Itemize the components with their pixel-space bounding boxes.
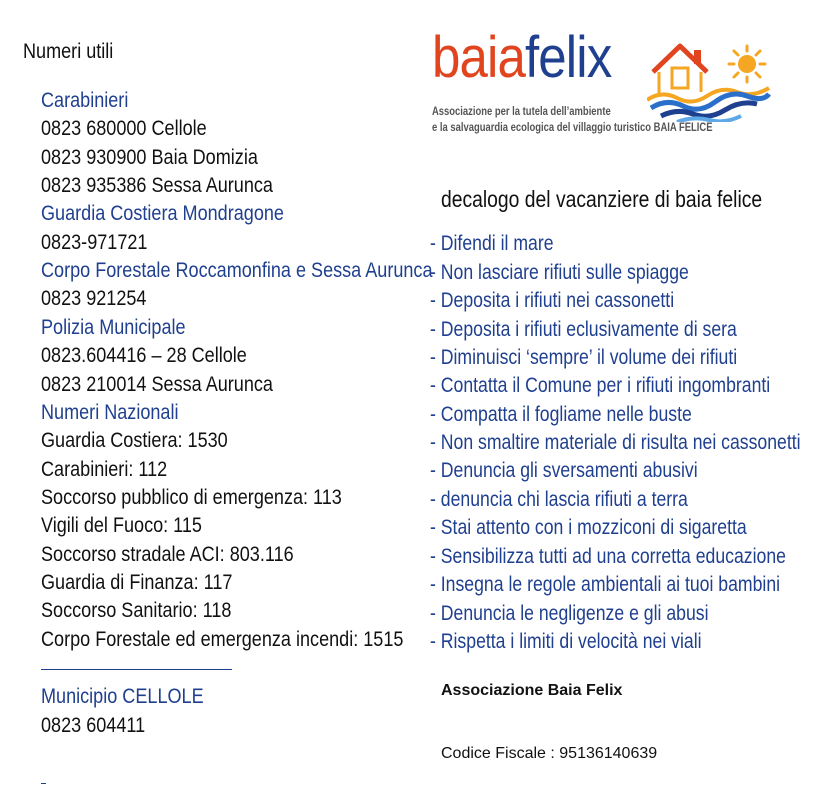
decalogo-item: - Contatta il Comune per i rifiuti ingombranti bbox=[430, 374, 771, 397]
useful-numbers-title: Numeri utili bbox=[23, 40, 114, 63]
national-number-line: Soccorso pubblico di emergenza: 113 bbox=[41, 486, 342, 509]
decalogo-item: - Deposita i rifiuti eclusivamente di sera bbox=[430, 318, 737, 341]
section-heading-corpo-forestale: Corpo Forestale Roccamonfina e Sessa Aurunca bbox=[41, 259, 433, 282]
national-number-line: Guardia di Finanza: 117 bbox=[41, 571, 233, 594]
association-name: Associazione Baia Felix bbox=[441, 682, 623, 699]
decalogo-item: - Stai attento con i mozziconi di sigaretta bbox=[430, 516, 747, 539]
decalogo-item: - Non smaltire materiale di risulta nei cassonetti bbox=[430, 431, 801, 454]
phone-line: 0823 930900 Baia Domizia bbox=[41, 146, 258, 169]
decalogo-item: - Rispetta i limiti di velocità nei viali bbox=[430, 630, 702, 653]
decalogo-item: - Difendi il mare bbox=[430, 232, 554, 255]
logo-wordmark bbox=[432, 24, 611, 91]
logo-word-baia: baia bbox=[432, 25, 525, 90]
decalogo-item: - Compatta il fogliame nelle buste bbox=[430, 403, 692, 426]
phone-line: 0823.604416 – 28 Cellole bbox=[41, 344, 247, 367]
logo-subtitle-line2: e la salvaguardia ecologica del villaggio turistico BAIA FELICE bbox=[432, 122, 713, 134]
house-sun-waves-icon bbox=[647, 32, 772, 122]
decalogo-item: - Deposita i rifiuti nei cassonetti bbox=[430, 289, 675, 312]
decalogo-item: - Diminuisci ‘sempre’ il volume dei rifiuti bbox=[430, 346, 738, 369]
section-heading-polizia-municipale: Polizia Municipale bbox=[41, 316, 186, 339]
decalogo-item: - Denuncia gli sversamenti abusivi bbox=[430, 459, 698, 482]
national-number-line: Soccorso stradale ACI: 803.116 bbox=[41, 543, 294, 566]
section-divider bbox=[41, 669, 232, 670]
national-number-line: Soccorso Sanitario: 118 bbox=[41, 599, 232, 622]
trailing-dash bbox=[41, 783, 46, 784]
municipio-phone: 0823 604411 bbox=[41, 714, 146, 737]
national-number-line: Corpo Forestale ed emergenza incendi: 1515 bbox=[41, 628, 404, 651]
phone-line: 0823 935386 Sessa Aurunca bbox=[41, 174, 273, 197]
decalogo-title: decalogo del vacanziere di baia felice bbox=[441, 186, 763, 212]
section-heading-guardia-costiera: Guardia Costiera Mondragone bbox=[41, 202, 284, 225]
phone-line: 0823 921254 bbox=[41, 287, 147, 310]
section-heading-carabinieri: Carabinieri bbox=[41, 89, 129, 112]
phone-line: 0823 680000 Cellole bbox=[41, 117, 207, 140]
municipio-heading: Municipio CELLOLE bbox=[41, 685, 204, 708]
decalogo-item: - Insegna le regole ambientali ai tuoi bambini bbox=[430, 573, 781, 596]
phone-line: 0823-971721 bbox=[41, 231, 148, 254]
logo-word-felix: felix bbox=[524, 25, 612, 90]
section-heading-numeri-nazionali: Numeri Nazionali bbox=[41, 401, 179, 424]
decalogo-item: - Non lasciare rifiuti sulle spiagge bbox=[430, 261, 689, 284]
decalogo-item: - Denuncia le negligenze e gli abusi bbox=[430, 602, 709, 625]
baia-felix-logo bbox=[432, 25, 772, 145]
national-number-line: Guardia Costiera: 1530 bbox=[41, 429, 228, 452]
logo-subtitle-line1: Associazione per la tutela dell’ambiente bbox=[432, 106, 611, 118]
decalogo-item: - Sensibilizza tutti ad una corretta educazione bbox=[430, 545, 786, 568]
phone-line: 0823 210014 Sessa Aurunca bbox=[41, 373, 273, 396]
national-number-line: Carabinieri: 112 bbox=[41, 458, 168, 481]
national-number-line: Vigili del Fuoco: 115 bbox=[41, 514, 202, 537]
fiscal-code: Codice Fiscale : 95136140639 bbox=[441, 745, 658, 762]
decalogo-item: - denuncia chi lascia rifiuti a terra bbox=[430, 488, 688, 511]
